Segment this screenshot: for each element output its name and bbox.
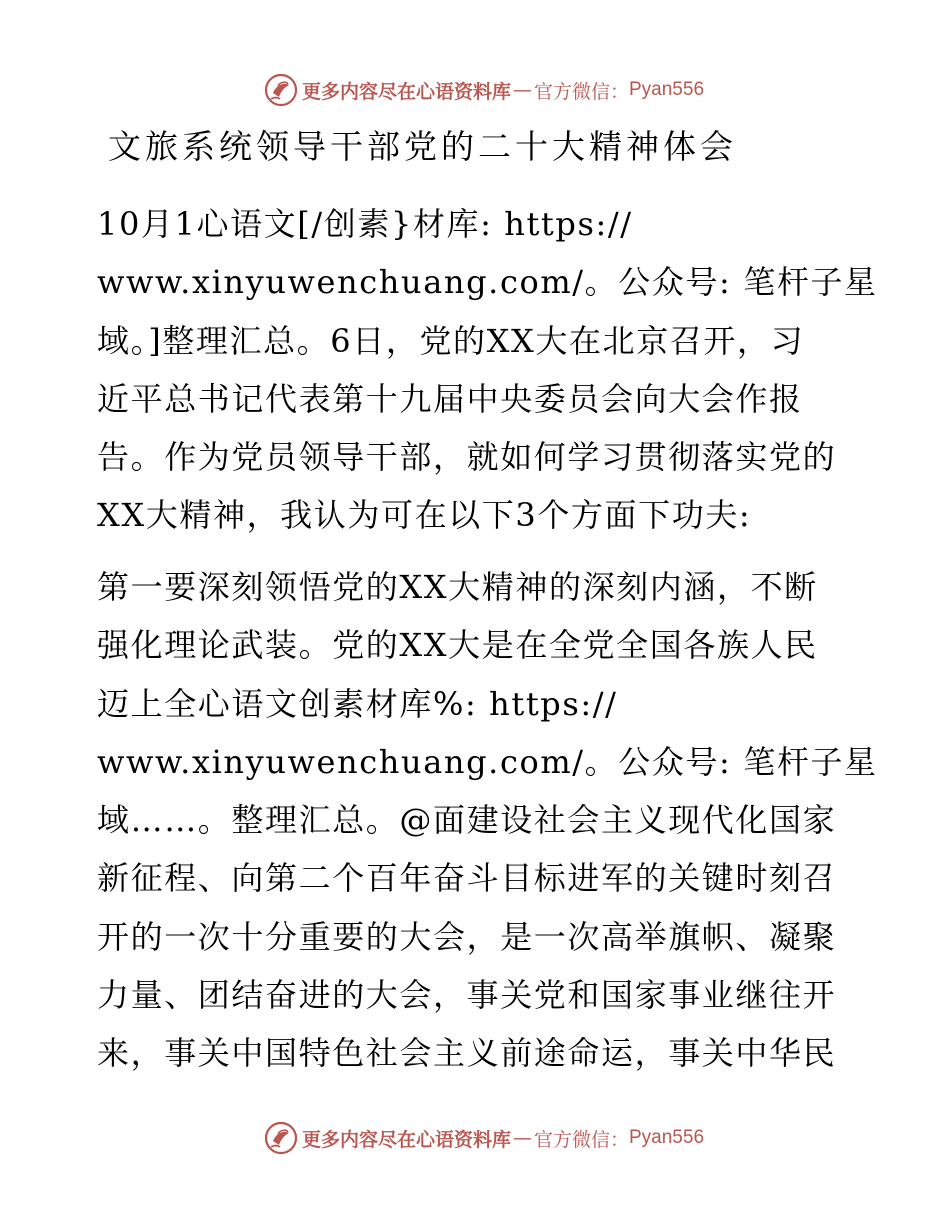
footer-wechat-id: Pyan556 (629, 1127, 705, 1148)
paragraph-2 (97, 558, 878, 1083)
header-banner-text: 更多内容尽在心语资料库 (301, 80, 511, 103)
text-line: 域……。整理汇总。@面建设社会主义现代化国家 (97, 801, 837, 840)
header-separator: — (512, 79, 532, 101)
footer-wechat-label: 官方微信： (533, 1128, 629, 1151)
text-line: 新征程、向第二个百年奋斗目标进军的关键时刻召 (97, 859, 837, 898)
text-line: www.xinyuwenchuang.com/。公众号: 笔杆子星 (97, 742, 878, 781)
header-banner (0, 70, 950, 110)
footer-separator: — (512, 1127, 532, 1149)
rose-logo-icon (264, 1121, 298, 1155)
text-line: 迈上全心语文创素材库%: https:// (97, 684, 618, 723)
text-line: www.xinyuwenchuang.com/。公众号: 笔杆子星 (97, 263, 878, 302)
text-line: 域。]整理汇总。6日，党的XX大在北京召开，习 (97, 321, 805, 360)
rose-logo-icon (264, 73, 298, 107)
text-line: 来，事关中国特色社会主义前途命运，事关中华民 (97, 1034, 837, 1073)
text-line: XX大精神，我认为可在以下3个方面下功夫: (97, 496, 752, 535)
text-line: 强化理论武装。党的XX大是在全党全国各族人民 (97, 626, 818, 665)
text-line: 力量、团结奋进的大会，事关党和国家事业继往开 (97, 976, 837, 1015)
footer-banner-text: 更多内容尽在心语资料库 (301, 1128, 511, 1151)
header-wechat-id: Pyan556 (629, 79, 705, 100)
footer-banner (0, 1118, 950, 1158)
text-line: 近平总书记代表第十九届中央委员会向大会作报 (97, 379, 803, 418)
header-wechat-label: 官方微信： (533, 80, 629, 103)
text-line: 开的一次十分重要的大会，是一次高举旗帜、凝聚 (97, 917, 837, 956)
text-line: 10月1心语文[/创素}材库: https:// (97, 205, 633, 243)
text-line: 告。作为党员领导干部，就如何学习贯彻落实党的 (97, 438, 837, 477)
text-line: 第一要深刻领悟党的XX大精神的深刻内涵，不断 (97, 568, 818, 606)
paragraph-1 (97, 195, 878, 545)
document-title: 文旅系统领导干部党的二十大精神体会 (108, 127, 737, 166)
